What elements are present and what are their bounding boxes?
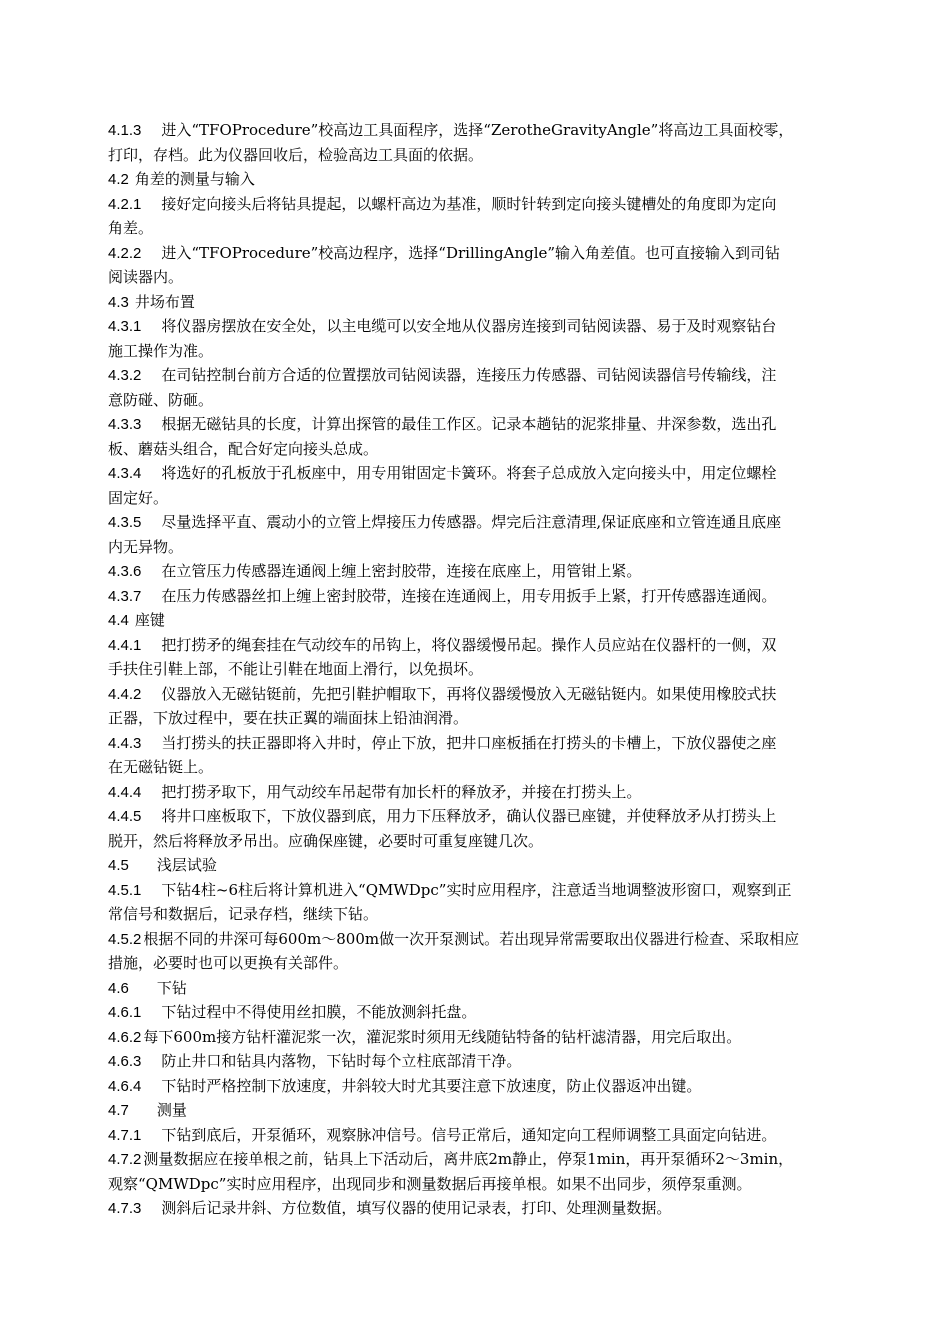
clause-text: 角差。 (108, 219, 154, 237)
paragraph-line (108, 461, 868, 486)
clause-text: 在压力传感器丝扣上缠上密封胶带，连接在连通阀上，用专用扳手上紧，打开传感器连通阀。 (161, 586, 777, 605)
paragraph-line (108, 1049, 868, 1074)
section-number: 4.4 (108, 612, 129, 629)
paragraph-line (108, 510, 868, 535)
paragraph-line (108, 559, 868, 584)
paragraph-line (108, 1147, 868, 1172)
clause-number: 4.7.2 (108, 1151, 142, 1168)
paragraph-line (108, 241, 868, 266)
clause-number: 4.5.2 (108, 930, 142, 948)
clause-number: 4.6.1 (108, 1004, 142, 1021)
clause-number: 4.3.4 (108, 465, 142, 482)
clause-number: 4.6.4 (108, 1077, 142, 1095)
paragraph-line (108, 682, 868, 707)
clause-text: 下钻时严格控制下放速度，井斜较大时尤其要注意下放速度，防止仪器返冲出键。 (161, 1076, 702, 1095)
paragraph-line (108, 804, 868, 829)
clause-number: 4.2.1 (108, 195, 142, 213)
clause-number: 4.3.7 (108, 587, 142, 605)
clause-number: 4.7.1 (108, 1126, 142, 1144)
section-title: 浅层试验 (156, 856, 217, 874)
clause-text: 在司钻控制台前方合适的位置摆放司钻阅读器，连接压力传感器、司钻阅读器信号传输线，注 (161, 366, 777, 384)
paragraph-line (108, 902, 868, 927)
clause-number: 4.3.2 (108, 367, 142, 384)
paragraph-line (108, 118, 868, 143)
section-heading (108, 853, 868, 878)
paragraph-line (108, 1196, 868, 1221)
clause-text: 尽量选择平直、震动小的立管上焊接压力传感器。焊完后注意清理,保证底座和立管连通且底座 (161, 513, 782, 531)
paragraph-line (108, 1172, 868, 1197)
section-number: 4.5 (108, 857, 129, 874)
clause-text: 把打捞矛的绳套挂在气动绞车的吊钩上，将仪器缓慢吊起。操作人员应站在仪器杆的一侧，双 (161, 635, 777, 654)
section-number: 4.6 (108, 979, 129, 997)
section-number: 4.2 (108, 171, 129, 188)
clause-text: 测斜后记录井斜、方位数值，填写仪器的使用记录表，打印、处理测量数据。 (161, 1199, 672, 1217)
section-title: 测量 (156, 1101, 187, 1119)
section-number: 4.7 (108, 1102, 129, 1119)
clause-text: 下钻到底后，开泵循环，观察脉冲信号。信号正常后，通知定向工程师调整工具面定向钻进。 (161, 1125, 777, 1144)
paragraph-line (108, 1074, 868, 1099)
clause-text: 阅读器内。 (108, 268, 184, 286)
section-title: 角差的测量与输入 (134, 170, 255, 188)
clause-text: 常信号和数据后，记录存档，继续下钻。 (108, 905, 379, 923)
paragraph-line (108, 339, 868, 364)
clause-number: 4.2.2 (108, 244, 142, 262)
clause-number: 4.7.3 (108, 1200, 142, 1217)
paragraph-line (108, 829, 868, 854)
clause-number: 4.3.1 (108, 318, 142, 335)
clause-text: 下钻过程中不得使用丝扣膜，不能放测斜托盘。 (161, 1003, 477, 1021)
paragraph-line (108, 755, 868, 780)
clause-text: 在立管压力传感器连通阀上缠上密封胶带，连接在底座上，用管钳上紧。 (161, 562, 642, 580)
paragraph-line (108, 1123, 868, 1148)
paragraph-line (108, 780, 868, 805)
section-heading (108, 1098, 868, 1123)
paragraph-line (108, 314, 868, 339)
clause-text: 把打捞矛取下，用气动绞车吊起带有加长杆的释放矛，并接在打捞头上。 (161, 782, 642, 801)
clause-text: 意防碰、防砸。 (108, 390, 214, 409)
clause-number: 4.3.3 (108, 416, 142, 433)
section-heading (108, 290, 868, 315)
clause-text: 接好定向接头后将钻具提起，以螺杆高边为基准，顺时针转到定向接头键槽处的角度即为定向 (161, 194, 777, 213)
clause-text: 根据不同的井深可每600m～800m做一次开泵测试。若出现异常需要取出仪器进行检查、采取相应 (143, 929, 800, 948)
paragraph-line (108, 216, 868, 241)
paragraph-line (108, 535, 868, 560)
paragraph-line (108, 486, 868, 511)
clause-text: 将选好的孔板放于孔板座中，用专用钳固定卡簧环。将套子总成放入定向接头中，用定位螺栓 (161, 464, 777, 482)
paragraph-line (108, 657, 868, 682)
clause-text: 防止井口和钻具内落物，下钻时每个立柱底部清干净。 (161, 1052, 522, 1070)
paragraph-line (108, 731, 868, 756)
paragraph-line (108, 584, 868, 609)
clause-number: 4.3.5 (108, 514, 142, 531)
clause-text: 脱开，然后将释放矛吊出。应确保座键，必要时可重复座键几次。 (108, 831, 544, 850)
clause-text: 板、蘑菇头组合，配合好定向接头总成。 (108, 439, 379, 458)
paragraph-line (108, 706, 868, 731)
clause-text: 将仪器房摆放在安全处，以主电缆可以安全地从仪器房连接到司钻阅读器、易于及时观察钻台 (161, 317, 777, 335)
section-title: 井场布置 (134, 292, 195, 311)
clause-number: 4.4.3 (108, 734, 142, 752)
section-heading (108, 608, 868, 633)
paragraph-line (108, 412, 868, 437)
section-heading (108, 167, 868, 192)
paragraph-line (108, 951, 868, 976)
paragraph-line (108, 265, 868, 290)
clause-text: 在无磁钻铤上。 (108, 758, 214, 776)
clause-text: 固定好。 (108, 488, 169, 507)
section-number: 4.3 (108, 293, 129, 311)
clause-number: 4.5.1 (108, 881, 142, 899)
clause-number: 4.3.6 (108, 563, 142, 580)
paragraph-line (108, 388, 868, 413)
clause-number: 4.4.1 (108, 636, 142, 654)
clause-text: 观察“QMWDpc”实时应用程序，出现同步和测量数据后再接单根。如果不出同步，须停泵重测。 (108, 1174, 752, 1193)
clause-number: 4.4.5 (108, 808, 142, 825)
paragraph-line (108, 437, 868, 462)
paragraph-line (108, 192, 868, 217)
paragraph-line (108, 878, 868, 903)
clause-text: 仪器放入无磁钻铤前，先把引鞋护帽取下，再将仪器缓慢放入无磁钻铤内。如果使用橡胶式扶 (161, 684, 777, 703)
section-heading (108, 976, 868, 1001)
paragraph-line (108, 1000, 868, 1025)
clause-number: 4.4.4 (108, 783, 142, 801)
clause-number: 4.6.2 (108, 1028, 142, 1046)
paragraph-line (108, 633, 868, 658)
clause-text: 施工操作为准。 (108, 341, 214, 360)
section-title: 下钻 (156, 978, 187, 997)
clause-number: 4.4.2 (108, 685, 142, 703)
section-title: 座键 (134, 611, 165, 629)
clause-text: 打印，存档。此为仪器回收后，检验高边工具面的依据。 (108, 145, 484, 164)
paragraph-line (108, 363, 868, 388)
paragraph-line (108, 143, 868, 168)
clause-text: 进入“TFOProcedure”校高边工具面程序，选择“ZerotheGravityAngle”将高边工具面校零， (161, 121, 794, 139)
clause-text: 进入“TFOProcedure”校高边程序，选择“DrillingAngle”输入角差值。也可直接输入到司钻 (161, 243, 781, 262)
clause-number: 4.1.3 (108, 122, 142, 139)
paragraph-line (108, 1025, 868, 1050)
clause-text: 当打捞头的扶正器即将入井时，停止下放，把井口座板插在打捞头的卡槽上，下放仪器使之座 (161, 733, 777, 752)
clause-text: 每下600m接方钻杆灌泥浆一次，灌泥浆时须用无线随钻特备的钻杆滤清器，用完后取出。 (143, 1027, 742, 1046)
paragraph-line (108, 927, 868, 952)
clause-text: 措施，必要时也可以更换有关部件。 (108, 954, 349, 972)
clause-text: 将井口座板取下，下放仪器到底，用力下压释放矛，确认仪器已座键，并使释放矛从打捞头上 (161, 807, 777, 825)
clause-text: 下钻4柱~6柱后将计算机进入“QMWDpc”实时应用程序，注意适当地调整波形窗口，观察到正 (161, 880, 792, 899)
clause-text: 正器，下放过程中，要在扶正翼的端面抹上铅油润滑。 (108, 709, 469, 727)
clause-text: 根据无磁钻具的长度，计算出探管的最佳工作区。记录本趟钻的泥浆排量、井深参数，选出孔 (161, 415, 777, 433)
clause-number: 4.6.3 (108, 1053, 142, 1070)
clause-text: 手扶住引鞋上部，不能让引鞋在地面上滑行，以免损坏。 (108, 660, 484, 678)
clause-text: 内无异物。 (108, 537, 184, 556)
clause-text: 测量数据应在接单根之前，钻具上下活动后，离井底2m静止，停泵1min，再开泵循环2～3min， (143, 1150, 794, 1168)
